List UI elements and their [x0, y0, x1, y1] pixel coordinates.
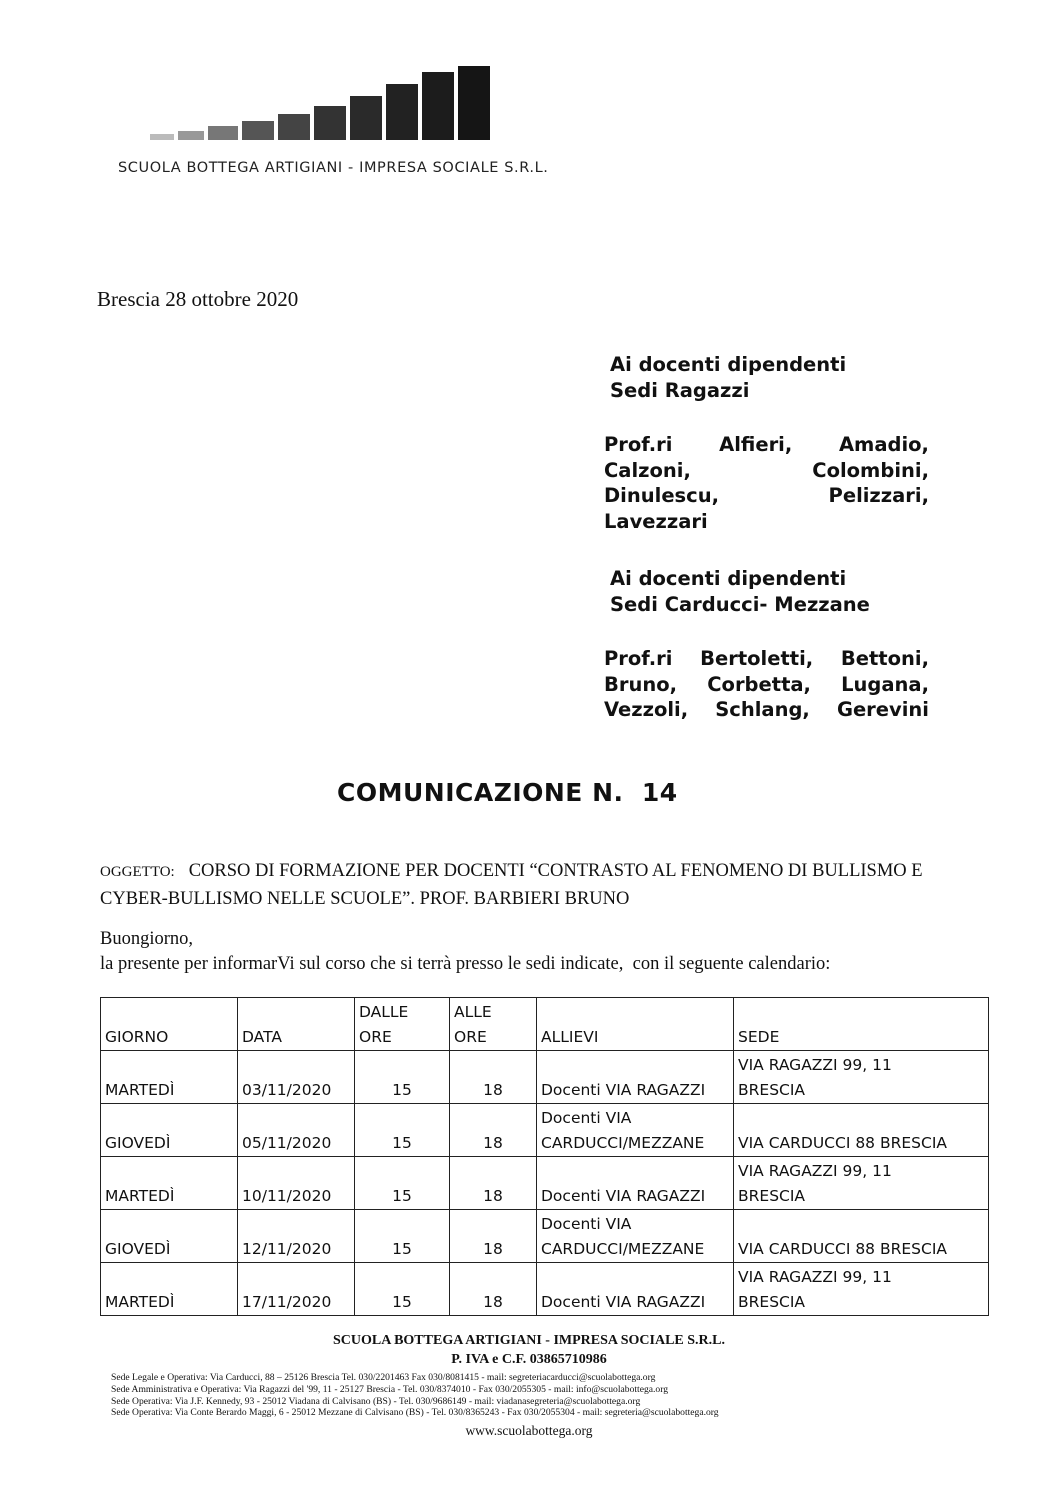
cell-alle: 18 — [450, 1210, 537, 1263]
logo-bar — [458, 66, 490, 140]
cell-text: BRESCIA — [738, 1293, 806, 1311]
logo-bar — [178, 131, 204, 140]
column-header-text: DALLE — [359, 1003, 409, 1021]
table-header-row — [101, 998, 989, 1051]
teacher-word: Bettoni, — [840, 647, 929, 670]
column-header — [238, 998, 355, 1051]
schedule-table — [100, 997, 989, 1316]
column-header — [537, 998, 734, 1051]
cell-sede — [734, 1263, 989, 1316]
column-header-text: ALLE — [454, 1003, 492, 1021]
teacher-word: Amadio, — [838, 433, 929, 456]
cell-giorno: GIOVEDÌ — [101, 1210, 238, 1263]
column-header — [450, 998, 537, 1051]
teacher-word: Lavezzari — [604, 509, 708, 533]
cell-alle: 18 — [450, 1051, 537, 1104]
recipient-line: Sedi Carducci- Mezzane — [610, 592, 870, 616]
footer-company: SCUOLA BOTTEGA ARTIGIANI - IMPRESA SOCIALE S.R.L. — [333, 1333, 725, 1348]
cell-data: 10/11/2020 — [238, 1157, 355, 1210]
column-header-text: ORE — [454, 1028, 487, 1046]
teacher-word: Dinulescu, — [604, 484, 720, 507]
footer-address: Sede Operativa: Via Conte Berardo Maggi, 6 - 25012 Mezzane di Calvisano (BS) - Tel. 030/8365243 - Fax 030/2055304 - mail: segreteria@scuolabottega.org — [111, 1407, 719, 1419]
cell-alle: 18 — [450, 1157, 537, 1210]
teacher-line — [604, 672, 929, 698]
table-row — [101, 1263, 989, 1316]
teacher-word: Prof.ri — [604, 433, 673, 456]
cell-text: Docenti VIA RAGAZZI — [541, 1293, 706, 1311]
table-row — [101, 1210, 989, 1263]
cell-text: VIA CARDUCCI 88 BRESCIA — [738, 1134, 948, 1152]
teacher-line — [604, 483, 929, 509]
cell-text: Docenti VIA — [541, 1109, 632, 1127]
cell-sede — [734, 1051, 989, 1104]
recipient-line: Ai docenti dipendenti — [610, 567, 847, 590]
cell-text: BRESCIA — [738, 1081, 806, 1099]
recipient-line: Ai docenti dipendenti — [610, 353, 847, 376]
cell-text: VIA RAGAZZI 99, 11 — [738, 1162, 892, 1180]
logo-bar — [350, 96, 382, 140]
teacher-word: Alfieri, — [719, 433, 793, 456]
cell-data: 05/11/2020 — [238, 1104, 355, 1157]
column-header-text: ALLIEVI — [541, 1028, 599, 1046]
greeting: Buongiorno, — [100, 929, 194, 949]
cell-dalle: 15 — [355, 1104, 450, 1157]
stepped-bars-logo-icon — [150, 66, 510, 140]
cell-data: 12/11/2020 — [238, 1210, 355, 1263]
teacher-line — [604, 697, 929, 723]
cell-giorno: MARTEDÌ — [101, 1263, 238, 1316]
teacher-word: Vezzoli, — [604, 698, 689, 721]
recipient-block-carducci — [610, 566, 870, 617]
recipient-block-ragazzi — [610, 352, 846, 403]
cell-allievi — [537, 1263, 734, 1316]
cell-text: CARDUCCI/MEZZANE — [541, 1134, 705, 1152]
column-header-text: ORE — [359, 1028, 392, 1046]
teacher-line — [604, 458, 929, 484]
footer-address: Sede Legale e Operativa: Via Carducci, 88 – 25126 Brescia Tel. 030/2201463 Fax 030/8081415 - mail: segreteriacarducci@scuolabottega.org — [111, 1372, 656, 1383]
cell-giorno: MARTEDÌ — [101, 1157, 238, 1210]
logo-bar — [242, 121, 274, 140]
cell-sede — [734, 1210, 989, 1263]
subject — [100, 858, 940, 913]
column-header — [355, 998, 450, 1051]
company-name: SCUOLA BOTTEGA ARTIGIANI - IMPRESA SOCIALE S.R.L. — [118, 160, 549, 176]
teachers-list-carducci — [604, 646, 929, 723]
teacher-word: Prof.ri — [604, 647, 673, 670]
cell-text: BRESCIA — [738, 1187, 806, 1205]
cell-text: VIA RAGAZZI 99, 11 — [738, 1056, 892, 1074]
communication-title: COMUNICAZIONE N. 14 — [337, 778, 678, 807]
footer-vat: P. IVA e C.F. 03865710986 — [451, 1352, 607, 1367]
cell-allievi — [537, 1051, 734, 1104]
footer-website: www.scuolabottega.org — [465, 1423, 593, 1439]
teachers-list-ragazzi — [604, 432, 929, 534]
teacher-line — [604, 509, 929, 535]
column-header-text: SEDE — [738, 1028, 780, 1046]
logo-bar — [278, 114, 310, 140]
cell-giorno: MARTEDÌ — [101, 1051, 238, 1104]
cell-text: VIA RAGAZZI 99, 11 — [738, 1268, 892, 1286]
intro-body: la presente per informarVi sul corso che si terrà presso le sedi indicate, con il seguente calendario: — [100, 954, 831, 974]
cell-text: VIA CARDUCCI 88 BRESCIA — [738, 1240, 948, 1258]
teacher-word: Bruno, — [604, 672, 678, 696]
footer-address: Sede Amministrativa e Operativa: Via Ragazzi del '99, 11 - 25127 Brescia - Tel. 030/8374010 - Fax 030/2055305 - mail: info@scuolabottega.org — [111, 1383, 669, 1395]
teacher-line — [604, 646, 929, 672]
teacher-word: Pelizzari, — [828, 484, 929, 507]
column-header-text: GIORNO — [105, 1028, 169, 1046]
teacher-word: Schlang, — [715, 698, 810, 721]
footer-address: Sede Operativa: Via J.F. Kennedy, 93 - 25012 Viadana di Calvisano (BS) - Tel. 030/9686149 - mail: viadanasegreteria@scuolabottega.org — [111, 1395, 641, 1407]
column-header — [734, 998, 989, 1051]
logo-bar — [314, 106, 346, 140]
cell-dalle: 15 — [355, 1157, 450, 1210]
cell-dalle: 15 — [355, 1263, 450, 1316]
subject-label: OGGETTO: — [100, 864, 175, 880]
logo-bar — [150, 134, 174, 140]
table-row — [101, 1157, 989, 1210]
table-row — [101, 1104, 989, 1157]
cell-alle: 18 — [450, 1104, 537, 1157]
date-line: Brescia 28 ottobre 2020 — [97, 287, 299, 311]
cell-text: CARDUCCI/MEZZANE — [541, 1240, 705, 1258]
cell-text: Docenti VIA RAGAZZI — [541, 1081, 706, 1099]
column-header-text: DATA — [242, 1028, 282, 1046]
teacher-line — [604, 432, 929, 458]
teacher-word: Colombini, — [812, 458, 929, 482]
logo-bar — [386, 84, 418, 140]
table-row — [101, 1051, 989, 1104]
cell-data: 03/11/2020 — [238, 1051, 355, 1104]
cell-allievi — [537, 1157, 734, 1210]
teacher-word: Gerevini — [836, 698, 929, 721]
column-header — [101, 998, 238, 1051]
teacher-word: Corbetta, — [707, 672, 811, 696]
teacher-word: Bertoletti, — [700, 647, 814, 670]
intro — [100, 927, 860, 977]
footer-addresses — [111, 1372, 947, 1419]
cell-text: Docenti VIA RAGAZZI — [541, 1187, 706, 1205]
cell-allievi — [537, 1104, 734, 1157]
logo-bar — [422, 72, 454, 140]
cell-giorno: GIOVEDÌ — [101, 1104, 238, 1157]
teacher-word: Calzoni, — [604, 458, 691, 482]
logo-bar — [208, 126, 238, 140]
cell-data: 17/11/2020 — [238, 1263, 355, 1316]
cell-dalle: 15 — [355, 1051, 450, 1104]
teacher-word: Lugana, — [841, 672, 929, 696]
subject-text: CORSO DI FORMAZIONE PER DOCENTI “CONTRASTO AL FENOMENO DI BULLISMO E CYBER-BULLISMO NELLE SCUOLE”. PROF. BARBIERI BRUNO — [100, 861, 923, 909]
footer — [0, 1331, 1058, 1439]
cell-sede — [734, 1157, 989, 1210]
cell-allievi — [537, 1210, 734, 1263]
cell-sede — [734, 1104, 989, 1157]
cell-dalle: 15 — [355, 1210, 450, 1263]
cell-text: Docenti VIA — [541, 1215, 632, 1233]
cell-alle: 18 — [450, 1263, 537, 1316]
recipient-line: Sedi Ragazzi — [610, 378, 750, 402]
